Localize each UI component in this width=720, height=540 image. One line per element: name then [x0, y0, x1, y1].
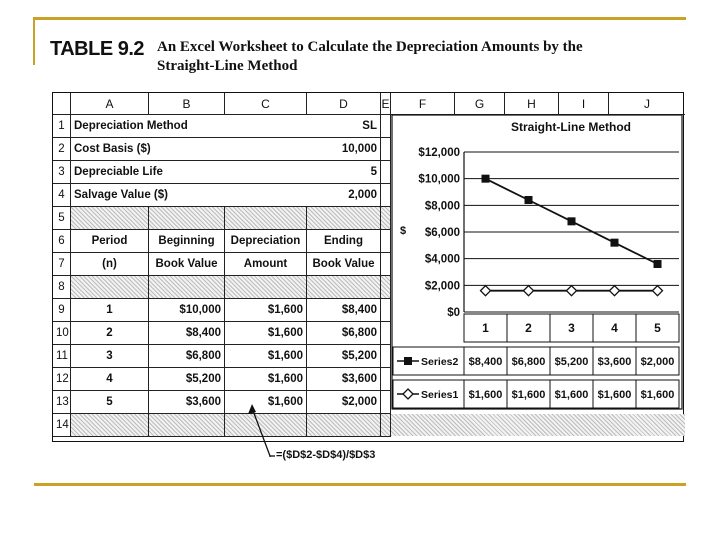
data-table-value: $1,600: [468, 389, 503, 401]
col-header-e: E: [381, 93, 391, 115]
x-tick-label: 2: [525, 321, 532, 335]
cell-d: 2,000: [307, 184, 381, 207]
table-row: [53, 368, 391, 391]
col-header-d: D: [307, 93, 381, 115]
cell-c: $1,600: [225, 391, 307, 414]
table-row: [53, 230, 391, 253]
col-header-g: G: [455, 93, 505, 115]
cell-a: 5: [71, 391, 149, 414]
table-row: [53, 253, 391, 276]
table-row: [53, 138, 391, 161]
cell-a: Depreciation Method: [71, 115, 149, 138]
cell-c: [225, 276, 307, 299]
cell-d: $6,800: [307, 322, 381, 345]
data-table-value: $1,600: [597, 389, 632, 401]
cell-d: 10,000: [307, 138, 381, 161]
row-number: 11: [53, 345, 71, 368]
x-tick-label: 3: [568, 321, 575, 335]
data-table-value: $5,200: [554, 356, 589, 368]
cell-a: Period: [71, 230, 149, 253]
cell-a: Depreciable Life: [71, 161, 149, 184]
cell-c: Amount: [225, 253, 307, 276]
formula-callout: =($D$2-$D$4)/$D$3: [276, 449, 376, 461]
cell-e: [381, 276, 391, 299]
data-table-value: $2,000: [640, 356, 675, 368]
cell-a: Cost Basis ($): [71, 138, 149, 161]
row-number: 8: [53, 276, 71, 299]
data-table-value: $1,600: [554, 389, 589, 401]
row-number: 13: [53, 391, 71, 414]
cell-a: [71, 207, 149, 230]
cell-c: $1,600: [225, 368, 307, 391]
data-table-value: $8,400: [468, 356, 503, 368]
row-number: 6: [53, 230, 71, 253]
cell-c: Depreciation: [225, 230, 307, 253]
cell-b: [149, 115, 225, 138]
cell-e: [381, 161, 391, 184]
top-rule: [34, 17, 686, 20]
data-point-series2: [611, 239, 619, 247]
cell-d: SL: [307, 115, 381, 138]
y-tick-label: $12,000: [418, 147, 460, 159]
cell-b: $8,400: [149, 322, 225, 345]
data-table-value: $3,600: [597, 356, 632, 368]
cell-e: [381, 207, 391, 230]
row-number: 1: [53, 115, 71, 138]
row-number: 5: [53, 207, 71, 230]
cell-c: $1,600: [225, 345, 307, 368]
cell-a: [71, 276, 149, 299]
cell-b: Beginning: [149, 230, 225, 253]
left-accent-rule: [33, 17, 35, 65]
cell-c: [225, 138, 307, 161]
cell-b: [149, 138, 225, 161]
cell-a: Salvage Value ($): [71, 184, 149, 207]
x-tick-label: 1: [482, 321, 489, 335]
legend-label: Series1: [421, 389, 459, 401]
cell-b: [149, 414, 225, 437]
table-row: [53, 391, 391, 414]
col-header-f: F: [391, 93, 455, 115]
table-row: [53, 115, 391, 138]
data-point-series2: [654, 260, 662, 268]
col-header-c: C: [225, 93, 307, 115]
cell-a: 1: [71, 299, 149, 322]
cell-d: [307, 414, 381, 437]
cell-d: $3,600: [307, 368, 381, 391]
table-row: [53, 414, 391, 437]
cell-d: [307, 276, 381, 299]
cell-e: [381, 115, 391, 138]
cell-d: 5: [307, 161, 381, 184]
row-number: 4: [53, 184, 71, 207]
y-tick-label: $2,000: [424, 280, 460, 293]
cell-e: [381, 391, 391, 414]
cell-d: [307, 207, 381, 230]
table-number: TABLE 9.2: [50, 38, 145, 60]
chart-title: Straight-Line Method: [511, 120, 631, 134]
cell-a: 3: [71, 345, 149, 368]
data-point-series2: [525, 196, 533, 204]
row-number: 10: [53, 322, 71, 345]
data-table-value: $1,600: [511, 389, 546, 401]
cell-b: [149, 161, 225, 184]
cell-e: [381, 299, 391, 322]
table-row: [53, 161, 391, 184]
y-tick-label: $6,000: [424, 227, 460, 239]
row-number: 3: [53, 161, 71, 184]
row-number: 14: [53, 414, 71, 437]
data-point-series2: [482, 175, 490, 183]
cell-a: [71, 414, 149, 437]
cell-a: 2: [71, 322, 149, 345]
cell-b: [149, 207, 225, 230]
y-tick-label: $8,000: [424, 200, 460, 213]
line-chart: [391, 114, 683, 414]
cell-c: [225, 161, 307, 184]
corner-cell: [53, 93, 71, 115]
bottom-rule: [34, 483, 686, 486]
row-number: 2: [53, 138, 71, 161]
table-row: [53, 345, 391, 368]
cell-b: [149, 184, 225, 207]
legend-marker-square: [404, 357, 412, 365]
cell-a: 4: [71, 368, 149, 391]
cell-e: [381, 345, 391, 368]
col-header-j: J: [609, 93, 685, 115]
row-number: 12: [53, 368, 71, 391]
cell-c: $1,600: [225, 299, 307, 322]
table-title-line1: An Excel Worksheet to Calculate the Depreciation Amounts by the: [157, 39, 583, 55]
cell-e: [381, 253, 391, 276]
table-title: [157, 38, 583, 76]
cell-e: [381, 414, 391, 437]
table-title-line2: Straight-Line Method: [157, 58, 298, 74]
cell-e: [381, 230, 391, 253]
row-number: 9: [53, 299, 71, 322]
x-tick-label: 5: [654, 321, 661, 335]
x-tick-label: 4: [611, 321, 618, 335]
cell-e: [381, 322, 391, 345]
col-header-h: H: [505, 93, 559, 115]
cell-b: [149, 276, 225, 299]
cell-a: (n): [71, 253, 149, 276]
callout-arrow: [240, 400, 280, 460]
legend-label: Series2: [421, 356, 459, 368]
y-tick-label: $4,000: [424, 253, 460, 266]
cell-d: $8,400: [307, 299, 381, 322]
data-point-series2: [568, 217, 576, 225]
cell-d: $2,000: [307, 391, 381, 414]
y-tick-label: $0: [447, 307, 460, 319]
col-header-b: B: [149, 93, 225, 115]
column-header-row: [53, 93, 685, 115]
col-header-a: A: [71, 93, 149, 115]
data-table-value: $1,600: [640, 389, 675, 401]
cell-b: $5,200: [149, 368, 225, 391]
cell-c: $1,600: [225, 322, 307, 345]
cell-c: [225, 184, 307, 207]
cell-e: [381, 184, 391, 207]
table-row: [53, 299, 391, 322]
table-row: [53, 184, 391, 207]
y-tick-label: $10,000: [418, 173, 460, 186]
cell-d: Book Value: [307, 253, 381, 276]
cell-e: [381, 138, 391, 161]
row-number: 7: [53, 253, 71, 276]
table-row: [53, 207, 391, 230]
cell-b: $6,800: [149, 345, 225, 368]
cell-d: Ending: [307, 230, 381, 253]
table-row: [53, 322, 391, 345]
cell-b: $3,600: [149, 391, 225, 414]
cell-b: Book Value: [149, 253, 225, 276]
cell-c: [225, 207, 307, 230]
cell-b: $10,000: [149, 299, 225, 322]
cell-d: $5,200: [307, 345, 381, 368]
y-axis-label: $: [399, 225, 407, 237]
table-row: [53, 276, 391, 299]
data-table-value: $6,800: [511, 356, 546, 368]
cell-e: [381, 368, 391, 391]
col-header-i: I: [559, 93, 609, 115]
row-14-chart-strip: [391, 414, 685, 436]
cell-c: [225, 115, 307, 138]
